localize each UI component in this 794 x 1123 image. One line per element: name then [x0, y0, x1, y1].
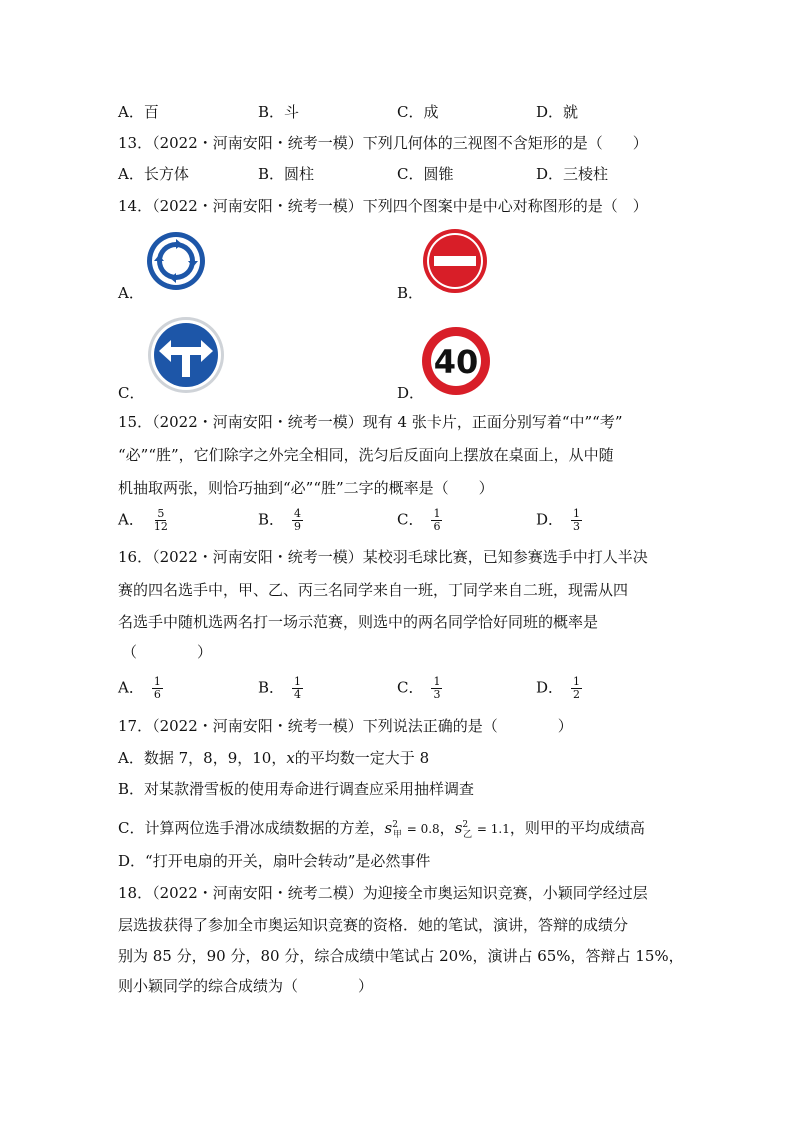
- variance-subscript-jia: 甲: [392, 830, 402, 840]
- roundabout-sign-icon: [145, 230, 207, 292]
- q12-option-b: B．斗: [258, 103, 300, 121]
- fraction: [152, 676, 163, 701]
- q15-option-a-label: A．: [118, 510, 144, 529]
- q16-option-a-label: A．: [118, 678, 144, 697]
- fraction-numerator: 1: [573, 507, 581, 520]
- q12-option-d: D．就: [536, 103, 579, 121]
- q16-option-b: [258, 676, 303, 701]
- q12-option-c: C．成: [397, 103, 439, 121]
- q15-stem-line-2: “必”“胜”，它们除字之外完全相同，洗匀后反面向上摆放在桌面上，从中随: [118, 446, 614, 464]
- q13-option-a: A．长方体: [118, 165, 189, 183]
- fraction-denominator: 9: [294, 520, 302, 533]
- q14-stem: 14．（2022・河南安阳・统考一模）下列四个图案中是中心对称图形的是（ ）: [118, 197, 648, 215]
- q15-option-a: [118, 508, 170, 533]
- fraction: [292, 508, 303, 533]
- q13-option-d: D．三棱柱: [536, 165, 609, 183]
- fraction-denominator: 3: [573, 520, 581, 533]
- variance-value-jia: = 0.8: [406, 822, 440, 836]
- fraction: [571, 508, 582, 533]
- fraction-numerator: 4: [294, 507, 302, 520]
- q16-option-c-label: C．: [397, 678, 424, 697]
- q15-option-c: [397, 508, 442, 533]
- q16-option-d-label: D．: [536, 678, 564, 697]
- q17-option-b: B．对某款滑雪板的使用寿命进行调查应采用抽样调查: [118, 780, 475, 798]
- q18-stem-line-2: 层选拔获得了参加全市奥运知识竞赛的资格．她的笔试，演讲，答辩的成绩分: [118, 916, 629, 934]
- q14-label-c: C．: [118, 384, 145, 402]
- q16-stem-line-3: 名选手中随机选两名打一场示范赛，则选中的两名同学恰好同班的概率是: [118, 613, 599, 631]
- q15-option-b: [258, 508, 303, 533]
- q17-option-c-pre: C．计算两位选手滑冰成绩数据的方差，: [118, 819, 385, 837]
- q17-option-a-post: 的平均数一定大于 8: [294, 749, 430, 767]
- q17-option-a-pre: A．数据 7，8，9，10，: [118, 749, 287, 767]
- fraction-denominator: 6: [153, 688, 161, 701]
- fraction-denominator: 3: [433, 688, 441, 701]
- fraction-numerator: 1: [153, 675, 161, 688]
- turn-left-right-sign-icon: [147, 316, 225, 394]
- q17-option-a: [118, 748, 429, 768]
- q16-option-a: [118, 676, 163, 701]
- q15-stem-line-3: 机抽取两张，则恰巧抽到“必”“胜”二字的概率是（ ）: [118, 479, 494, 497]
- fraction: [431, 676, 442, 701]
- no-entry-sign-icon: [422, 228, 488, 294]
- q17-option-c: C．计算两位选手滑冰成绩数据的方差，$s^2_甲 = 0.8$，$s^2_乙 = 1.1$，则甲的平均成绩高: [118, 819, 645, 840]
- fraction-numerator: 5: [157, 507, 165, 520]
- q16-stem-line-1: 16．（2022・河南安阳・统考一模）某校羽毛球比赛，已知参赛选手中打人半决: [118, 548, 648, 566]
- q15-option-d: [536, 508, 582, 533]
- q12-option-a: A．百: [118, 103, 159, 121]
- fraction-denominator: 2: [573, 688, 581, 701]
- q18-stem-line-4: 则小颖同学的综合成绩为（ ）: [118, 977, 374, 995]
- fraction: [152, 508, 170, 533]
- q16-stem-line-2: 赛的四名选手中，甲、乙、丙三名同学来自一班，丁同学来自二班，现需从四: [118, 581, 629, 599]
- fraction-numerator: 1: [294, 675, 302, 688]
- variable-x: x: [286, 749, 295, 767]
- q15-option-b-label: B．: [258, 510, 285, 529]
- q17-option-d: D．“打开电扇的开关，扇叶会转动”是必然事件: [118, 852, 431, 870]
- variance-exponent: 2: [392, 820, 398, 830]
- q14-label-d: D．: [397, 384, 425, 402]
- q17-option-c-post: ，则甲的平均成绩高: [509, 819, 645, 837]
- fraction: [571, 676, 582, 701]
- fraction: [431, 508, 442, 533]
- variance-subscript-yi: 乙: [463, 830, 473, 840]
- fraction: [292, 676, 303, 701]
- variance-exponent: 2: [462, 820, 469, 830]
- fraction-denominator: 4: [294, 688, 302, 701]
- q15-option-d-label: D．: [536, 510, 564, 529]
- variance-symbol-jia: s: [384, 819, 393, 837]
- q17-stem: 17．（2022・河南安阳・统考一模）下列说法正确的是（ ）: [118, 717, 573, 735]
- q13-option-c: C．圆锥: [397, 165, 454, 183]
- fraction-numerator: 1: [433, 675, 441, 688]
- q16-option-b-label: B．: [258, 678, 285, 697]
- q13-stem: 13．（2022・河南安阳・统考一模）下列几何体的三视图不含矩形的是（ ）: [118, 134, 648, 152]
- q14-label-b: B．: [397, 284, 424, 302]
- fraction-denominator: 12: [153, 520, 168, 533]
- speed-limit-text: 40: [433, 343, 479, 381]
- variance-value-yi: = 1.1: [476, 822, 510, 836]
- variance-symbol-yi: s: [454, 819, 463, 837]
- q13-option-b: B．圆柱: [258, 165, 315, 183]
- fraction-denominator: 6: [433, 520, 441, 533]
- fraction-numerator: 1: [433, 507, 441, 520]
- q16-option-d: [536, 676, 582, 701]
- q16-stem-line-4: （ ）: [122, 643, 213, 661]
- q14-label-a: A．: [118, 284, 144, 302]
- q18-stem-line-1: 18．（2022・河南安阳・统考二模）为迎接全市奥运知识竞赛，小颖同学经过层: [118, 884, 648, 902]
- fraction-numerator: 1: [573, 675, 581, 688]
- q15-option-c-label: C．: [397, 510, 424, 529]
- q15-stem-line-1: 15．（2022・河南安阳・统考一模）现有 4 张卡片，正面分别写着“中”“考”: [118, 413, 623, 431]
- speed-limit-40-sign-icon: [421, 326, 491, 396]
- q18-stem-line-3: 别为 85 分，90 分，80 分，综合成绩中笔试占 20%，演讲占 65%，答辩占 15%，: [118, 947, 684, 965]
- q16-option-c: [397, 676, 442, 701]
